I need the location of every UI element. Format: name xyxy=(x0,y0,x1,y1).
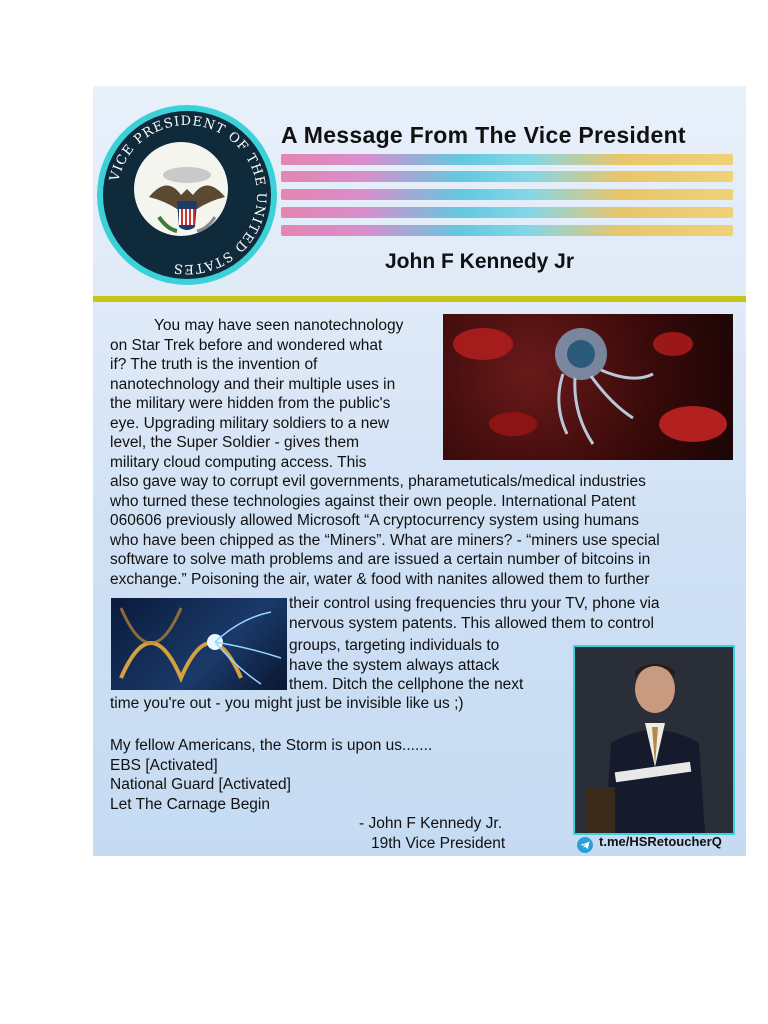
text-line: You may have seen nanotechnology xyxy=(154,317,404,334)
decorative-stripes xyxy=(281,154,733,242)
telegram-handle: t.me/HSRetoucherQ xyxy=(599,834,722,849)
text-line: also gave way to corrupt evil governments, pharametuticals/medical industries xyxy=(110,473,646,490)
header-divider xyxy=(93,296,746,302)
intro-paragraph xyxy=(110,316,403,472)
targeting-paragraph xyxy=(289,636,523,695)
text-line: the military were hidden from the public's xyxy=(110,395,391,412)
text-line: exchange.” Poisoning the air, water & food with nanites allowed them to further xyxy=(110,570,650,588)
text-line: EBS [Activated] xyxy=(110,756,218,774)
text-line: who turned these technologies against their own people. International Patent xyxy=(110,492,636,510)
dna-nanite-image xyxy=(111,598,287,690)
text-line: National Guard [Activated] xyxy=(110,776,291,793)
page-subtitle: John F Kennedy Jr xyxy=(385,250,575,273)
text-line: software to solve math problems and are issued a certain number of bitcoins in xyxy=(110,551,651,568)
text-line: them. Ditch the cellphone the next xyxy=(289,676,524,693)
text-line: if? The truth is the invention of xyxy=(110,356,318,373)
signature xyxy=(359,814,505,853)
seal-emblem-icon xyxy=(97,105,277,285)
closing-statement xyxy=(110,736,432,814)
portrait-photo xyxy=(573,645,735,835)
body-paragraph xyxy=(110,472,660,589)
signature-name: - John F Kennedy Jr. xyxy=(359,815,503,832)
text-line: on Star Trek before and wondered what xyxy=(110,336,383,354)
invisible-line: time you're out - you might just be invisible like us ;) xyxy=(110,695,464,712)
text-line: eye. Upgrading military soldiers to a new xyxy=(110,414,390,432)
nanobot-image xyxy=(443,314,733,460)
telegram-icon xyxy=(577,837,593,853)
text-line: 060606 previously allowed Microsoft “A cryptocurrency system using humans xyxy=(110,512,639,529)
text-line: nervous system patents. This allowed them to control xyxy=(289,614,654,632)
vice-president-seal xyxy=(97,105,277,285)
svg-text:VICE PRESIDENT OF THE UNITED S: VICE PRESIDENT OF THE UNITED STATES xyxy=(107,113,269,277)
text-line: their control using frequencies thru your TV, phone via xyxy=(289,595,660,612)
text-line: My fellow Americans, the Storm is upon us....... xyxy=(110,737,433,754)
control-paragraph xyxy=(289,594,660,633)
text-line: have the system always attack xyxy=(289,656,500,674)
text-line: who have been chipped as the “Miners”. What are miners? - “miners use special xyxy=(110,531,660,549)
text-line: groups, targeting individuals to xyxy=(289,637,500,654)
page-title: A Message From The Vice President xyxy=(281,122,686,148)
text-line: level, the Super Soldier - gives them xyxy=(110,434,359,451)
text-line: military cloud computing access. This xyxy=(110,453,367,471)
flyer xyxy=(93,86,746,856)
text-line: nanotechnology and their multiple uses in xyxy=(110,375,396,393)
signature-title: 19th Vice President xyxy=(371,834,506,852)
text-line: Let The Carnage Begin xyxy=(110,795,270,813)
